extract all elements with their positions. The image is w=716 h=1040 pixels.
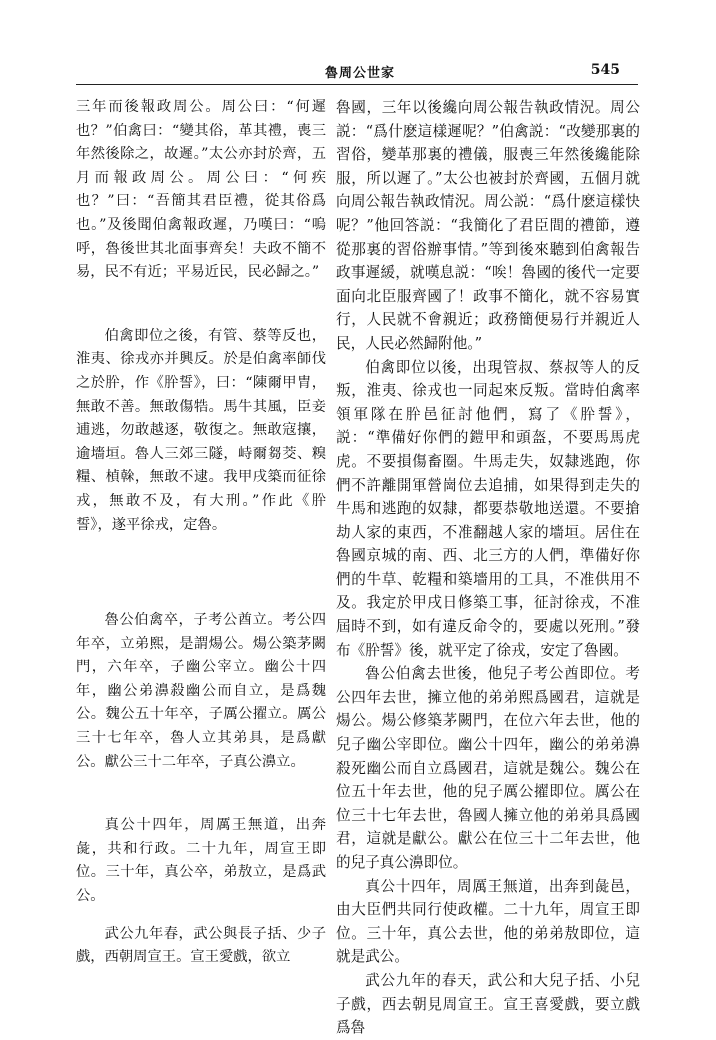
paragraph-gap: [76, 285, 326, 325]
translation-paragraph: 武公九年的春天，武公和大兒子括、小兒子戲，西去朝見周宣王。宣王喜愛戲，要立戲爲魯: [336, 971, 640, 1037]
running-header-title: 魯周公世家: [324, 66, 395, 81]
translation-paragraph: 魯公伯禽去世後，他兒子考公酋即位。考公四年去世，擁立他的弟弟熙爲國君，這就是煬公。煬公修築茅闕門，在位六年去世，他的兒子幽公宰即位。幽公十四年，幽公的弟弟濞殺死幽公而自立爲國君，這就是魏公。魏公在位五十年去世，他的兒子厲公擢即位。厲公在位三十七年去世，魯國人擁立他的弟弟具爲國君，這就是獻公。獻公在位三十二年去世，他的兒子真公濞即位。: [336, 665, 640, 871]
original-paragraph: 伯禽即位之後，有管、蔡等反也，淮夷、徐戎亦并興反。於是伯禽率師伐之於肸，作《肸誓》，曰：“陳爾甲胄，無敢不善。無敢傷牿。馬牛其風，臣妾逋逃，勿敢越逐，敬復之。無敢寇攘，逾墻垣。魯人三郊三隧，峙爾芻茭、糗糧、楨榦，無敢不逮。我甲戌築而征徐戎，無敢不及，有大刑。”作此《肸誓》，遂平徐戎，定魯。: [76, 327, 326, 533]
original-paragraph: 魯公伯禽卒，子考公酋立。考公四年卒，立弟熙，是謂煬公。煬公築茅闕門，六年卒，子幽公宰立。幽公十四年，幽公弟濞殺幽公而自立，是爲魏公。魏公五十年卒，子厲公擢立。厲公三十七年卒，魯人立其弟具，是爲獻公。獻公三十二年卒，子真公濞立。: [76, 612, 326, 770]
header-rule: [76, 84, 638, 85]
paragraph-gap: [76, 774, 326, 814]
page-number: 545: [590, 62, 620, 78]
original-text-column: [76, 96, 326, 980]
translation-paragraph: 伯禽即位以後，出現管叔、蔡叔等人的反叛，淮夷、徐戎也一同起來反叛。當時伯禽率領軍隊在肸邑征討他們，寫了《肸誓》，説：“準備好你們的鎧甲和頭盔，不要馬馬虎虎。不要損傷畜圈。牛馬走失，奴隸逃跑，你們不許離開軍營崗位去追捕，如果得到走失的牛馬和逃跑的奴隸，都要恭敬地送還。不要搶劫人家的東西，不准翻越人家的墻垣。居住在魯國京城的南、西、北三方的人們，準備好你們的牛草、乾糧和築墻用的工具，不准供用不及。我定於甲戌日修築工事，征討徐戎，不准屆時不到，如有違反命令的，要處以死刑。”發布《肸誓》後，就平定了徐戎，安定了魯國。: [336, 358, 640, 659]
translation-column: [336, 96, 640, 1037]
original-paragraph: 三年而後報政周公。周公曰：“何遲也？”伯禽曰：“變其俗，革其禮，喪三年然後除之，故遲。”太公亦封於齊，五月而報政周公。周公曰：“何疾也？”曰：“吾簡其君臣禮，從其俗爲也。”及後聞伯禽報政遲，乃嘆曰：“嗚呼，魯後世其北面事齊矣！夫政不簡不易，民不有近；平易近民，民必歸之。”: [76, 99, 326, 281]
paragraph-gap: [76, 537, 326, 609]
translation-paragraph: 真公十四年，周厲王無道，出奔到彘邑，由大臣們共同行使政權。二十九年，周宣王即位。三十年，真公去世，他的弟弟敖即位，這就是武公。: [336, 877, 640, 966]
paragraph-gap: [76, 909, 326, 923]
translation-paragraph: 魯國，三年以後纔向周公報告執政情況。周公説：“爲什麽這樣遲呢？”伯禽説：“改變那裏的習俗，變革那裏的禮儀，服喪三年然後纔能除服，所以遲了。”太公也被封於齊國，五個月就向周公報告執政情況。周公説：“爲什麽這樣快呢？”他回答説：“我簡化了君臣間的禮節，遵從那裏的習俗辦事情。”等到後來聽到伯禽報告政事遲緩，就嘆息説：“唉！魯國的後代一定要面向北臣服齊國了！政事不簡化，就不容易實行，人民就不會親近；政務簡便易行并親近人民，人民必然歸附他。”: [336, 99, 640, 352]
original-paragraph: 武公九年春，武公與長子括、少子戲，西朝周宣王。宣王愛戲，欲立: [76, 925, 326, 966]
original-paragraph: 真公十四年，周厲王無道，出奔彘，共和行政。二十九年，周宣王即位。三十年，真公卒，弟敖立，是爲武公。: [76, 817, 326, 905]
